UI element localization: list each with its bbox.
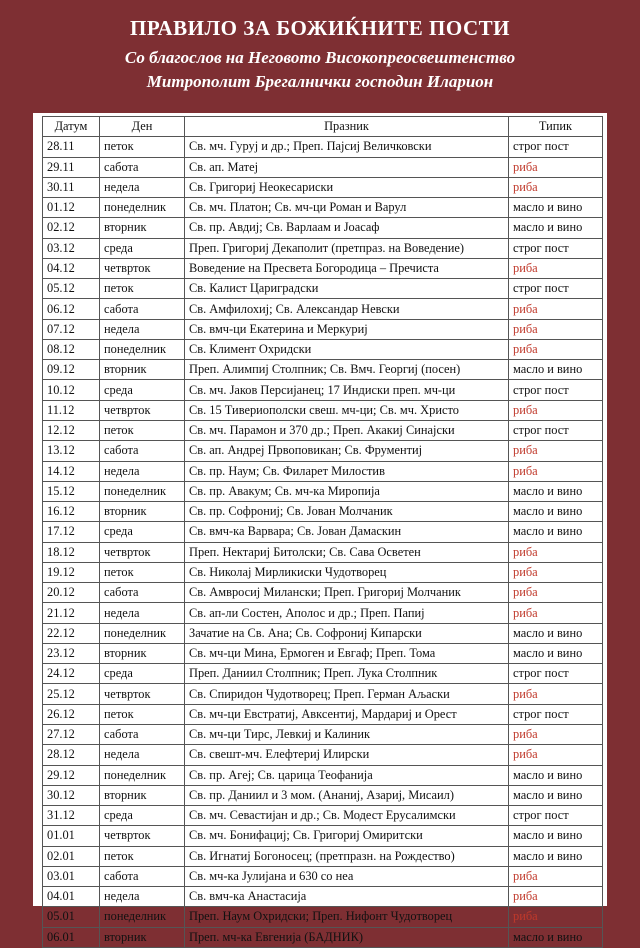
typikon-cell: масло и вино bbox=[509, 643, 603, 663]
day-cell: недела bbox=[100, 319, 185, 339]
day-cell: понеделник bbox=[100, 339, 185, 359]
day-cell: вторник bbox=[100, 785, 185, 805]
table-row bbox=[43, 420, 603, 440]
feast-cell: Св. мч-ка Јулијана и 630 со неа bbox=[185, 866, 509, 886]
date-cell: 04.01 bbox=[43, 887, 100, 907]
feast-cell: Преп. Григориј Декаполит (претпраз. на Воведение) bbox=[185, 238, 509, 258]
date-cell: 31.12 bbox=[43, 806, 100, 826]
feast-cell: Св. мч. Бонифациј; Св. Григориј Омиритски bbox=[185, 826, 509, 846]
date-cell: 17.12 bbox=[43, 522, 100, 542]
feast-cell: Св. мч. Платон; Св. мч-ци Роман и Варул bbox=[185, 198, 509, 218]
table-row bbox=[43, 664, 603, 684]
feast-cell: Св. Калист Цариградски bbox=[185, 279, 509, 299]
date-cell: 23.12 bbox=[43, 643, 100, 663]
date-cell: 30.12 bbox=[43, 785, 100, 805]
day-cell: вторник bbox=[100, 502, 185, 522]
day-cell: среда bbox=[100, 522, 185, 542]
typikon-cell: масло и вино bbox=[509, 785, 603, 805]
date-cell: 11.12 bbox=[43, 400, 100, 420]
table-row bbox=[43, 745, 603, 765]
typikon-cell: масло и вино bbox=[509, 481, 603, 501]
typikon-cell: строг пост bbox=[509, 704, 603, 724]
table-row bbox=[43, 279, 603, 299]
feast-cell: Св. Амвросиј Милански; Преп. Григориј Молчаник bbox=[185, 583, 509, 603]
date-cell: 22.12 bbox=[43, 623, 100, 643]
date-cell: 01.01 bbox=[43, 826, 100, 846]
table-row bbox=[43, 684, 603, 704]
feast-cell: Преп. Нектариј Битолски; Св. Сава Осветен bbox=[185, 542, 509, 562]
fasting-table bbox=[42, 116, 603, 948]
date-cell: 05.01 bbox=[43, 907, 100, 927]
day-cell: среда bbox=[100, 664, 185, 684]
table-row bbox=[43, 522, 603, 542]
date-cell: 03.01 bbox=[43, 866, 100, 886]
date-cell: 28.11 bbox=[43, 137, 100, 157]
table-row bbox=[43, 806, 603, 826]
typikon-cell: строг пост bbox=[509, 137, 603, 157]
typikon-cell: масло и вино bbox=[509, 198, 603, 218]
table-row bbox=[43, 542, 603, 562]
day-cell: недела bbox=[100, 461, 185, 481]
table-row bbox=[43, 198, 603, 218]
table-row bbox=[43, 866, 603, 886]
blessing-line: Со благослов на Неговото Високопреосвештенство bbox=[124, 48, 516, 67]
date-cell: 28.12 bbox=[43, 745, 100, 765]
typikon-cell: риба bbox=[509, 177, 603, 197]
day-cell: четврток bbox=[100, 826, 185, 846]
date-cell: 24.12 bbox=[43, 664, 100, 684]
day-cell: понеделник bbox=[100, 198, 185, 218]
date-cell: 15.12 bbox=[43, 481, 100, 501]
header-day: Ден bbox=[100, 117, 185, 137]
date-cell: 12.12 bbox=[43, 420, 100, 440]
typikon-cell: строг пост bbox=[509, 238, 603, 258]
table-row bbox=[43, 603, 603, 623]
day-cell: четврток bbox=[100, 400, 185, 420]
date-cell: 13.12 bbox=[43, 441, 100, 461]
feast-cell: Преп. Алимпиј Столпник; Св. Вмч. Георгиј (посен) bbox=[185, 360, 509, 380]
table-row bbox=[43, 927, 603, 947]
table-row bbox=[43, 400, 603, 420]
typikon-cell: риба bbox=[509, 745, 603, 765]
feast-cell: Св. пр. Агеј; Св. царица Теофанија bbox=[185, 765, 509, 785]
table-row bbox=[43, 238, 603, 258]
day-cell: понеделник bbox=[100, 623, 185, 643]
header-date: Датум bbox=[43, 117, 100, 137]
date-cell: 19.12 bbox=[43, 562, 100, 582]
table-row bbox=[43, 177, 603, 197]
table-row bbox=[43, 218, 603, 238]
date-cell: 06.12 bbox=[43, 299, 100, 319]
typikon-cell: риба bbox=[509, 907, 603, 927]
table-header-row bbox=[43, 117, 603, 137]
day-cell: четврток bbox=[100, 258, 185, 278]
typikon-cell: риба bbox=[509, 542, 603, 562]
date-cell: 02.12 bbox=[43, 218, 100, 238]
feast-cell: Св. Климент Охридски bbox=[185, 339, 509, 359]
table-row bbox=[43, 360, 603, 380]
feast-cell: Св. свешт-мч. Елефтериј Илирски bbox=[185, 745, 509, 765]
table-row bbox=[43, 623, 603, 643]
date-cell: 10.12 bbox=[43, 380, 100, 400]
date-cell: 01.12 bbox=[43, 198, 100, 218]
feast-cell: Св. мч. Севастијан и др.; Св. Модест Ерусалимски bbox=[185, 806, 509, 826]
table-row bbox=[43, 826, 603, 846]
typikon-cell: масло и вино bbox=[509, 502, 603, 522]
day-cell: среда bbox=[100, 806, 185, 826]
day-cell: понеделник bbox=[100, 907, 185, 927]
feast-cell: Преп. мч-ка Евгенија (БАДНИК) bbox=[185, 927, 509, 947]
date-cell: 09.12 bbox=[43, 360, 100, 380]
date-cell: 21.12 bbox=[43, 603, 100, 623]
date-cell: 05.12 bbox=[43, 279, 100, 299]
table-row bbox=[43, 157, 603, 177]
feast-cell: Св. пр. Авакум; Св. мч-ка Миропија bbox=[185, 481, 509, 501]
feast-cell: Св. ап. Матеј bbox=[185, 157, 509, 177]
feast-cell: Св. Николај Мирликиски Чудотворец bbox=[185, 562, 509, 582]
day-cell: сабота bbox=[100, 441, 185, 461]
feast-cell: Св. мч. Парамон и 370 др.; Преп. Акакиј Синајски bbox=[185, 420, 509, 440]
day-cell: вторник bbox=[100, 218, 185, 238]
fasting-schedule-sheet bbox=[33, 113, 607, 944]
day-cell: сабота bbox=[100, 866, 185, 886]
feast-cell: Св. пр. Наум; Св. Филарет Милостив bbox=[185, 461, 509, 481]
typikon-cell: строг пост bbox=[509, 380, 603, 400]
day-cell: сабота bbox=[100, 583, 185, 603]
table-row bbox=[43, 299, 603, 319]
table-row bbox=[43, 643, 603, 663]
day-cell: петок bbox=[100, 420, 185, 440]
typikon-cell: риба bbox=[509, 724, 603, 744]
typikon-cell: риба bbox=[509, 299, 603, 319]
day-cell: петок bbox=[100, 562, 185, 582]
date-cell: 14.12 bbox=[43, 461, 100, 481]
day-cell: недела bbox=[100, 887, 185, 907]
date-cell: 06.01 bbox=[43, 927, 100, 947]
typikon-cell: строг пост bbox=[509, 806, 603, 826]
table-row bbox=[43, 461, 603, 481]
feast-cell: Преп. Даниил Столпник; Преп. Лука Столпник bbox=[185, 664, 509, 684]
typikon-cell: риба bbox=[509, 603, 603, 623]
date-cell: 03.12 bbox=[43, 238, 100, 258]
date-cell: 30.11 bbox=[43, 177, 100, 197]
typikon-cell: масло и вино bbox=[509, 360, 603, 380]
typikon-cell: риба bbox=[509, 461, 603, 481]
typikon-cell: масло и вино bbox=[509, 218, 603, 238]
feast-cell: Св. Игнатиј Богоносец; (претпразн. на Рождество) bbox=[185, 846, 509, 866]
typikon-cell: масло и вино bbox=[509, 826, 603, 846]
day-cell: петок bbox=[100, 279, 185, 299]
day-cell: петок bbox=[100, 137, 185, 157]
day-cell: петок bbox=[100, 846, 185, 866]
day-cell: понеделник bbox=[100, 481, 185, 501]
feast-cell: Преп. Наум Охридски; Преп. Нифонт Чудотворец bbox=[185, 907, 509, 927]
feast-cell: Св. ап. Андреј Првоповикан; Св. Фрументиј bbox=[185, 441, 509, 461]
day-cell: сабота bbox=[100, 299, 185, 319]
table-row bbox=[43, 258, 603, 278]
feast-cell: Воведение на Пресвета Богородица – Пречиста bbox=[185, 258, 509, 278]
typikon-cell: риба bbox=[509, 583, 603, 603]
feast-cell: Св. мч. Гуруј и др.; Преп. Пајсиј Величковски bbox=[185, 137, 509, 157]
typikon-cell: масло и вино bbox=[509, 623, 603, 643]
date-cell: 25.12 bbox=[43, 684, 100, 704]
date-cell: 29.12 bbox=[43, 765, 100, 785]
feast-cell: Св. пр. Даниил и 3 мом. (Ананиј, Азариј, Мисаил) bbox=[185, 785, 509, 805]
table-row bbox=[43, 887, 603, 907]
table-row bbox=[43, 137, 603, 157]
date-cell: 27.12 bbox=[43, 724, 100, 744]
day-cell: вторник bbox=[100, 927, 185, 947]
date-cell: 16.12 bbox=[43, 502, 100, 522]
typikon-cell: риба bbox=[509, 339, 603, 359]
day-cell: вторник bbox=[100, 643, 185, 663]
metropolitan-line: Митрополит Брегалнички господин Иларион bbox=[146, 72, 494, 91]
table-row bbox=[43, 441, 603, 461]
typikon-cell: риба bbox=[509, 319, 603, 339]
table-row bbox=[43, 785, 603, 805]
typikon-cell: масло и вино bbox=[509, 846, 603, 866]
feast-cell: Св. вмч-ка Анастасија bbox=[185, 887, 509, 907]
typikon-cell: риба bbox=[509, 258, 603, 278]
feast-cell: Св. Спиридон Чудотворец; Преп. Герман Аљаски bbox=[185, 684, 509, 704]
date-cell: 08.12 bbox=[43, 339, 100, 359]
feast-cell: Зачатие на Св. Ана; Св. Софрониј Кипарски bbox=[185, 623, 509, 643]
feast-cell: Св. мч-ци Евстратиј, Авксентиј, Мардариј и Орест bbox=[185, 704, 509, 724]
table-row bbox=[43, 502, 603, 522]
feast-cell: Св. вмч-ци Екатерина и Меркуриј bbox=[185, 319, 509, 339]
typikon-cell: строг пост bbox=[509, 664, 603, 684]
table-row bbox=[43, 724, 603, 744]
typikon-cell: масло и вино bbox=[509, 765, 603, 785]
typikon-cell: масло и вино bbox=[509, 522, 603, 542]
day-cell: недела bbox=[100, 745, 185, 765]
day-cell: сабота bbox=[100, 724, 185, 744]
date-cell: 20.12 bbox=[43, 583, 100, 603]
typikon-cell: строг пост bbox=[509, 420, 603, 440]
typikon-cell: строг пост bbox=[509, 279, 603, 299]
typikon-cell: риба bbox=[509, 866, 603, 886]
typikon-cell: риба bbox=[509, 562, 603, 582]
typikon-cell: масло и вино bbox=[509, 927, 603, 947]
table-row bbox=[43, 846, 603, 866]
day-cell: четврток bbox=[100, 684, 185, 704]
day-cell: недела bbox=[100, 177, 185, 197]
typikon-cell: риба bbox=[509, 684, 603, 704]
date-cell: 02.01 bbox=[43, 846, 100, 866]
header-feast: Празник bbox=[185, 117, 509, 137]
day-cell: понеделник bbox=[100, 765, 185, 785]
day-cell: сабота bbox=[100, 157, 185, 177]
typikon-cell: риба bbox=[509, 157, 603, 177]
table-row bbox=[43, 765, 603, 785]
feast-cell: Св. 15 Тивериополски свеш. мч-ци; Св. мч. Христо bbox=[185, 400, 509, 420]
table-row bbox=[43, 907, 603, 927]
feast-cell: Св. Григориј Неокесариски bbox=[185, 177, 509, 197]
date-cell: 07.12 bbox=[43, 319, 100, 339]
header-typikon: Типик bbox=[509, 117, 603, 137]
day-cell: вторник bbox=[100, 360, 185, 380]
day-cell: четврток bbox=[100, 542, 185, 562]
feast-cell: Св. пр. Софрониј; Св. Јован Молчаник bbox=[185, 502, 509, 522]
feast-cell: Св. мч. Јаков Персијанец; 17 Индиски преп. мч-ци bbox=[185, 380, 509, 400]
day-cell: недела bbox=[100, 603, 185, 623]
table-row bbox=[43, 562, 603, 582]
day-cell: петок bbox=[100, 704, 185, 724]
typikon-cell: риба bbox=[509, 441, 603, 461]
page-title: ПРАВИЛО ЗА БОЖИЌНИТЕ ПОСТИ bbox=[130, 16, 510, 40]
typikon-cell: риба bbox=[509, 400, 603, 420]
feast-cell: Св. вмч-ка Варвара; Св. Јован Дамаскин bbox=[185, 522, 509, 542]
day-cell: среда bbox=[100, 238, 185, 258]
table-row bbox=[43, 481, 603, 501]
table-row bbox=[43, 583, 603, 603]
date-cell: 18.12 bbox=[43, 542, 100, 562]
day-cell: среда bbox=[100, 380, 185, 400]
feast-cell: Св. ап-ли Состен, Аполос и др.; Преп. Папиј bbox=[185, 603, 509, 623]
table-row bbox=[43, 319, 603, 339]
feast-cell: Св. мч-ци Мина, Ермоген и Евгаф; Преп. Тома bbox=[185, 643, 509, 663]
table-row bbox=[43, 339, 603, 359]
date-cell: 26.12 bbox=[43, 704, 100, 724]
feast-cell: Св. Амфилохиј; Св. Александар Невски bbox=[185, 299, 509, 319]
date-cell: 04.12 bbox=[43, 258, 100, 278]
feast-cell: Св. пр. Авдиј; Св. Варлаам и Јоасаф bbox=[185, 218, 509, 238]
table-row bbox=[43, 704, 603, 724]
table-row bbox=[43, 380, 603, 400]
feast-cell: Св. мч-ци Тирс, Левкиј и Калиник bbox=[185, 724, 509, 744]
typikon-cell: риба bbox=[509, 887, 603, 907]
date-cell: 29.11 bbox=[43, 157, 100, 177]
